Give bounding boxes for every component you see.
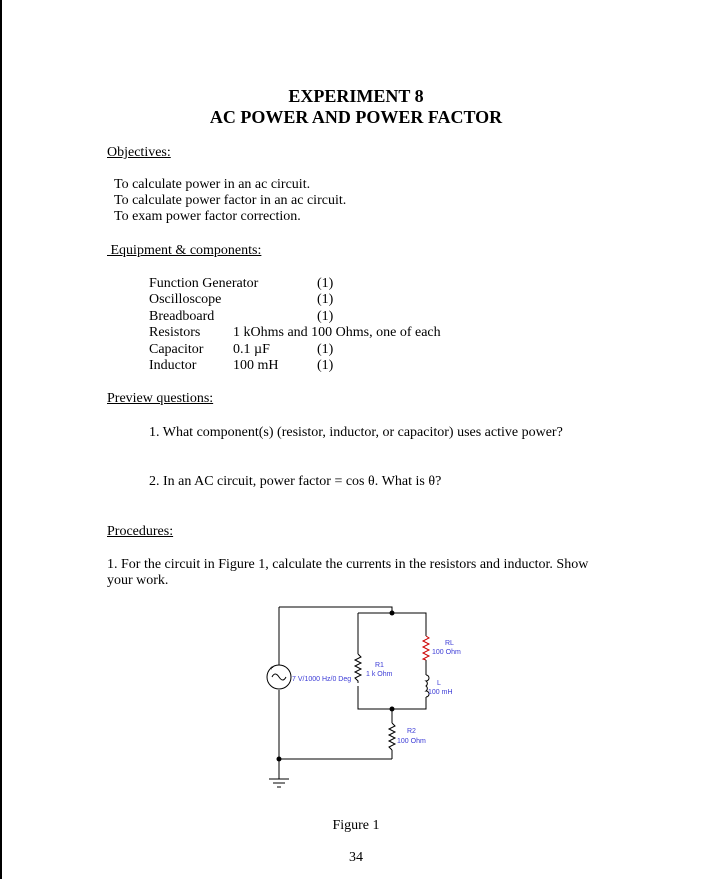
junction-dot — [390, 611, 395, 616]
objective-item: To calculate power in an ac circuit. — [114, 177, 311, 192]
equipment-qty: (1) — [317, 358, 334, 373]
resistor-r1 — [355, 654, 361, 683]
objective-item: To calculate power factor in an ac circuit. — [114, 193, 347, 208]
objective-item: To exam power factor correction. — [114, 209, 301, 224]
ground-icon — [269, 779, 289, 787]
equipment-qty: (1) — [317, 342, 334, 357]
wire — [392, 697, 426, 709]
wire — [279, 607, 392, 613]
equipment-name: Resistors — [149, 325, 201, 340]
wire — [358, 686, 392, 709]
wire — [358, 613, 426, 636]
source-label: 7 V/1000 Hz/0 Deg — [292, 676, 352, 683]
resistor-rl — [423, 636, 429, 660]
ac-source-plus: + — [270, 666, 274, 672]
l-name-label: L — [437, 680, 441, 687]
l-value-label: 100 mH — [428, 689, 453, 696]
objectives-heading: Objectives: — [107, 145, 171, 160]
resistor-r2 — [389, 723, 395, 750]
equipment-name: Inductor — [149, 358, 197, 373]
preview-questions-heading: Preview questions: — [107, 391, 214, 406]
equipment-spec: 0.1 µF — [233, 342, 270, 357]
r1-value-label: 1 k Ohm — [366, 671, 393, 678]
procedures-heading: Procedures: — [107, 524, 174, 539]
figure-caption: Figure 1 — [332, 818, 380, 833]
preview-question-1: 1. What component(s) (resistor, inductor, or capacitor) uses active power? — [149, 425, 563, 440]
junction-dot — [277, 757, 282, 762]
equipment-name: Capacitor — [149, 342, 204, 357]
preview-question-2: 2. In an AC circuit, power factor = cos θ. What is θ? — [149, 474, 442, 489]
experiment-subtitle: AC POWER AND POWER FACTOR — [209, 107, 503, 127]
procedure-step-1-line: your work. — [107, 573, 169, 588]
rl-value-label: 100 Ohm — [432, 649, 461, 656]
experiment-title: EXPERIMENT 8 — [288, 86, 424, 106]
r2-value-label: 100 Ohm — [397, 738, 426, 745]
r2-name-label: R2 — [407, 728, 416, 735]
equipment-name: Breadboard — [149, 309, 215, 324]
rl-name-label: RL — [445, 640, 454, 647]
equipment-qty: (1) — [317, 292, 334, 307]
junction-dot — [390, 707, 395, 712]
equipment-heading: Equipment & components: — [107, 243, 262, 258]
equipment-name: Oscilloscope — [149, 292, 222, 307]
equipment-qty: (1) — [317, 309, 334, 324]
procedure-step-1-line: 1. For the circuit in Figure 1, calculate the currents in the resistors and inductor. Show — [107, 557, 589, 572]
equipment-spec: 100 mH — [233, 358, 279, 373]
page-number: 34 — [349, 850, 363, 865]
equipment-qty: (1) — [317, 276, 334, 291]
equipment-name: Function Generator — [149, 276, 259, 291]
equipment-spec: 1 kOhms and 100 Ohms, one of each — [233, 325, 441, 340]
r1-name-label: R1 — [375, 662, 384, 669]
